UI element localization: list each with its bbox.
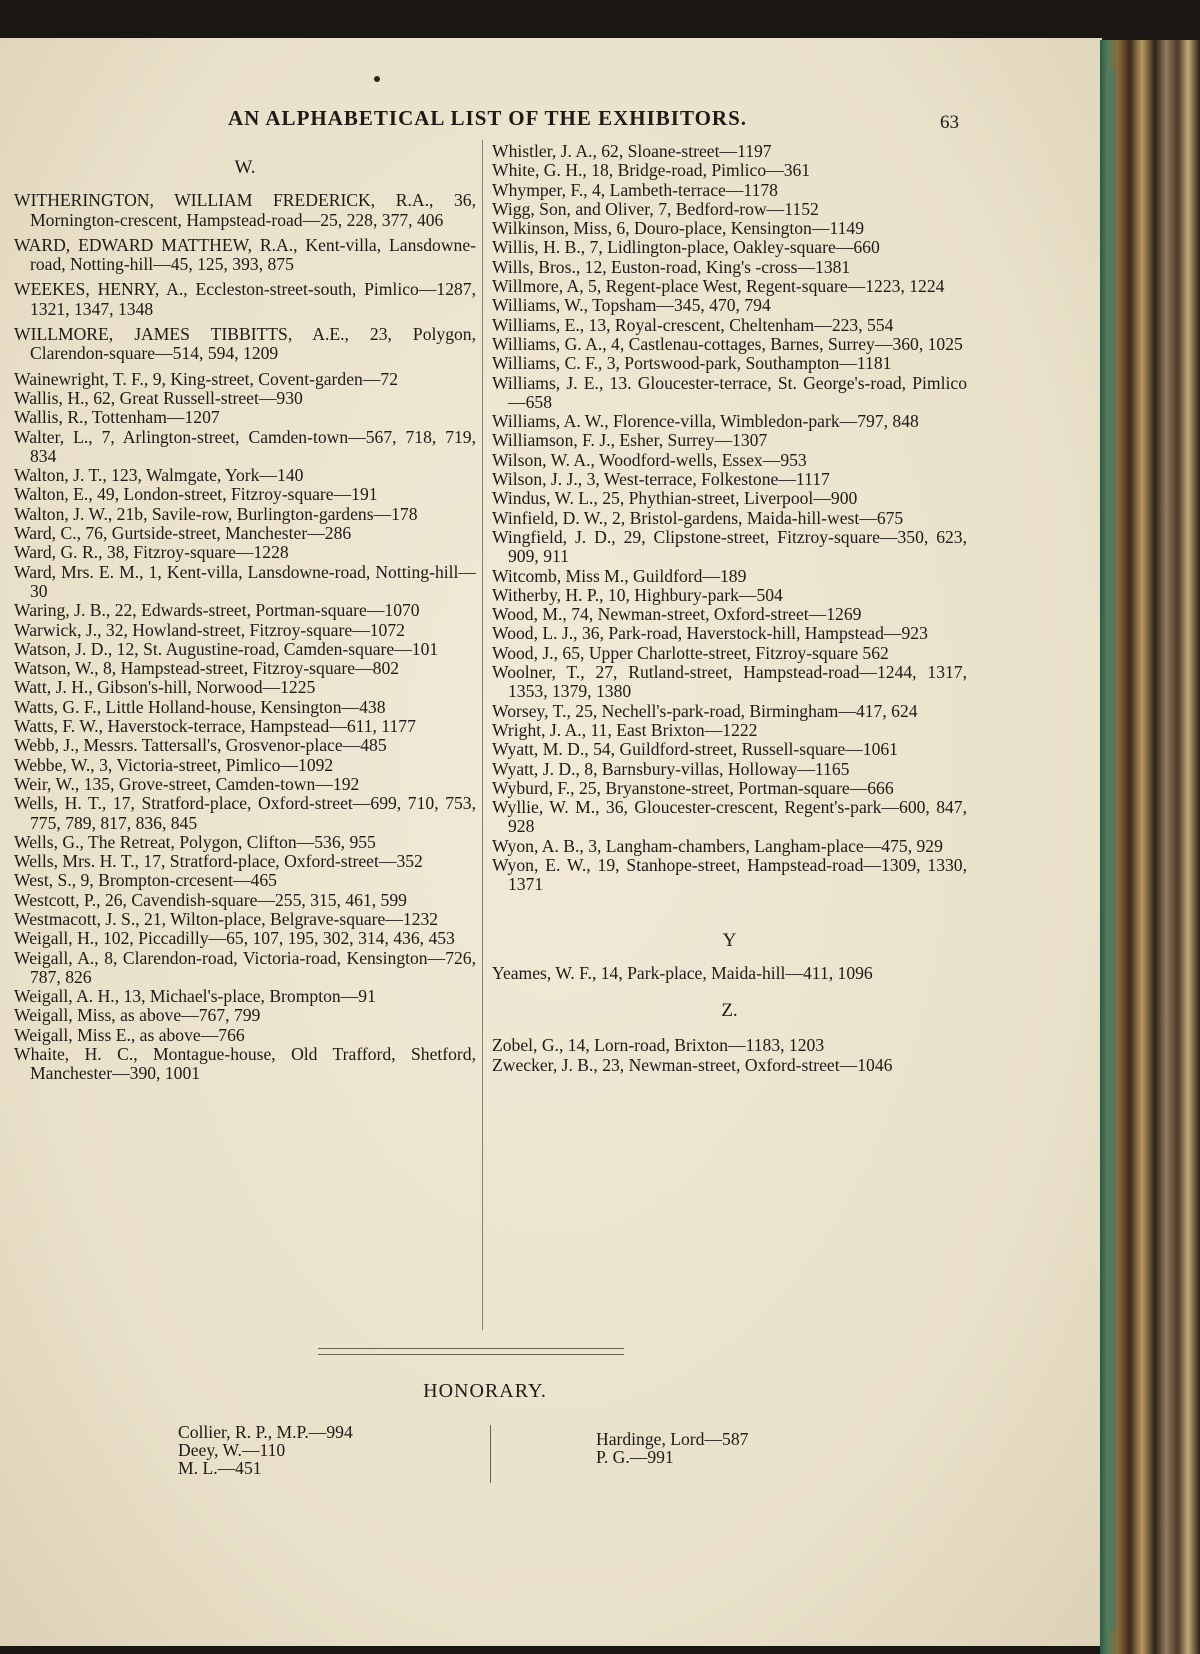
- list-item: Wallis, R., Tottenham—1207: [14, 407, 220, 428]
- list-item: Williams, C. F., 3, Portswood-park, Southampton—1181: [492, 353, 892, 374]
- list-item: Hardinge, Lord—587: [596, 1429, 749, 1449]
- list-item: Willis, H. B., 7, Lidlington-place, Oakley-square—660: [492, 237, 880, 258]
- honorary-divider: [490, 1425, 491, 1483]
- list-item: WARD, EDWARD MATTHEW, R.A., Kent-villa, Lansdowne-road, Notting-hill—45, 125, 393, 875: [14, 234, 476, 275]
- list-item: Watson, W., 8, Hampstead-street, Fitzroy-square—802: [14, 658, 400, 679]
- list-item: Deey, W.—110: [178, 1440, 286, 1460]
- list-item: Westcott, P., 26, Cavendish-square—255, 315, 461, 599: [14, 889, 407, 910]
- list-item: Westmacott, J. S., 21, Wilton-place, Belgrave-square—1232: [14, 908, 439, 929]
- list-item: Witherby, H. P., 10, Highbury-park—504: [492, 584, 783, 605]
- right-column: [492, 142, 967, 1075]
- list-item: West, S., 9, Brompton-crcesent—465: [14, 870, 277, 891]
- list-item: Watt, J. H., Gibson's-hill, Norwood—1225: [14, 677, 316, 698]
- list-item: Wood, J., 65, Upper Charlotte-street, Fitzroy-square 562: [492, 642, 889, 663]
- list-item: M. L.—451: [178, 1458, 262, 1478]
- list-item: Waring, J. B., 22, Edwards-street, Portman-square—1070: [14, 600, 420, 621]
- list-item: Walton, E., 49, London-street, Fitzroy-square—191: [14, 484, 378, 505]
- list-item: Wingfield, J. D., 29, Clipstone-street, Fitzroy-square—350, 623, 909, 911: [492, 526, 967, 567]
- list-item: Wyon, E. W., 19, Stanhope-street, Hampstead-road—1309, 1330, 1371: [492, 854, 967, 895]
- list-item: Walton, J. W., 21b, Savile-row, Burlington-gardens—178: [14, 503, 418, 524]
- list-item: Windus, W. L., 25, Phythian-street, Liverpool—900: [492, 488, 858, 509]
- list-item: Wills, Bros., 12, Euston-road, King's -cross—1381: [492, 256, 851, 277]
- list-item: Wyllie, W. M., 36, Gloucester-crescent, Regent's-park—600, 847, 928: [492, 797, 967, 837]
- list-item: Wyatt, J. D., 8, Barnsbury-villas, Holloway—1165: [492, 758, 850, 779]
- list-item: Wells, H. T., 17, Stratford-place, Oxford-street—699, 710, 753, 775, 789, 817, 836, 845: [14, 793, 476, 833]
- list-item: Yeames, W. F., 14, Park-place, Maida-hill—411, 1096: [492, 962, 873, 983]
- list-item: Williams, A. W., Florence-villa, Wimbledon-park—797, 848: [492, 411, 919, 432]
- column-divider: [482, 140, 483, 1330]
- list-item: Zwecker, J. B., 23, Newman-street, Oxford-street—1046: [492, 1054, 893, 1075]
- list-item: Wells, Mrs. H. T., 17, Stratford-place, Oxford-street—352: [14, 851, 423, 872]
- page-number: 63: [940, 112, 959, 133]
- honorary-left-column: [178, 1423, 478, 1477]
- list-item: Willmore, A, 5, Regent-place West, Regent-square—1223, 1224: [492, 276, 945, 297]
- list-item: Weigall, Miss E., as above—766: [14, 1024, 245, 1045]
- section-letter-z: Z.: [721, 1000, 738, 1022]
- list-item: Wyatt, M. D., 54, Guildford-street, Russell-square—1061: [492, 739, 898, 760]
- list-item: Williamson, F. J., Esher, Surrey—1307: [492, 430, 768, 451]
- list-item: Ward, G. R., 38, Fitzroy-square—1228: [14, 542, 289, 563]
- list-item: Watson, J. D., 12, St. Augustine-road, Camden-square—101: [14, 638, 439, 659]
- list-item: Watts, F. W., Haverstock-terrace, Hampstead—611, 1177: [14, 716, 416, 737]
- marbled-page-edge: [1100, 40, 1200, 1654]
- section-divider: [318, 1348, 624, 1355]
- list-item: Wilson, J. J., 3, West-terrace, Folkestone—1117: [492, 469, 830, 490]
- list-item: Wright, J. A., 11, East Brixton—1222: [492, 719, 758, 740]
- ink-dot: [374, 76, 380, 82]
- list-item: Zobel, G., 14, Lorn-road, Brixton—1183, 1203: [492, 1035, 825, 1056]
- binding-stripe: [1106, 70, 1116, 1630]
- list-item: Winfield, D. W., 2, Bristol-gardens, Maida-hill-west—675: [492, 507, 904, 528]
- list-item: Watts, G. F., Little Holland-house, Kensington—438: [14, 696, 386, 717]
- list-item: Woolner, T., 27, Rutland-street, Hampstead-road—1244, 1317, 1353, 1379, 1380: [492, 662, 967, 702]
- list-item: Williams, W., Topsham—345, 470, 794: [492, 295, 771, 316]
- section-letter-y: Y: [722, 929, 737, 951]
- list-item: Webb, J., Messrs. Tattersall's, Grosvenor-place—485: [14, 735, 387, 756]
- list-item: Wainewright, T. F., 9, King-street, Covent-garden—72: [14, 368, 398, 389]
- section-letter-w: W.: [234, 157, 256, 178]
- list-item: P. G.—991: [596, 1447, 674, 1467]
- list-item: Whaite, H. C., Montague-house, Old Trafford, Shetford, Manchester—390, 1001: [14, 1044, 476, 1084]
- list-item: WILLMORE, JAMES TIBBITTS, A.E., 23, Polygon, Clarendon-square—514, 594, 1209: [14, 324, 476, 364]
- list-item: Ward, C., 76, Gurtside-street, Manchester—286: [14, 523, 352, 544]
- list-item: Wilkinson, Miss, 6, Douro-place, Kensington—1149: [492, 218, 864, 239]
- list-item: Webbe, W., 3, Victoria-street, Pimlico—1092: [14, 754, 334, 775]
- list-item: Walter, L., 7, Arlington-street, Camden-town—567, 718, 719, 834: [14, 426, 476, 466]
- list-item: Witcomb, Miss M., Guildford—189: [492, 565, 747, 586]
- list-item: Walton, J. T., 123, Walmgate, York—140: [14, 465, 304, 486]
- list-item: Wyon, A. B., 3, Langham-chambers, Langham-place—475, 929: [492, 835, 943, 856]
- list-item: Collier, R. P., M.P.—994: [178, 1422, 353, 1442]
- list-item: Wood, L. J., 36, Park-road, Haverstock-hill, Hampstead—923: [492, 623, 928, 644]
- list-item: Weigall, H., 102, Piccadilly—65, 107, 195, 302, 314, 436, 453: [14, 928, 455, 949]
- list-item: Weigall, Miss, as above—767, 799: [14, 1005, 261, 1026]
- list-item: Whistler, J. A., 62, Sloane-street—1197: [492, 141, 772, 161]
- list-item: Wells, G., The Retreat, Polygon, Clifton—536, 955: [14, 831, 376, 852]
- list-item: Williams, J. E., 13. Gloucester-terrace, St. George's-road, Pimlico—658: [492, 372, 967, 412]
- honorary-right-column: [596, 1430, 896, 1466]
- list-item: White, G. H., 18, Bridge-road, Pimlico—361: [492, 160, 811, 181]
- list-item: Warwick, J., 32, Howland-street, Fitzroy-square—1072: [14, 619, 405, 640]
- list-item: WITHERINGTON, WILLIAM FREDERICK, R.A., 36, Mornington-crescent, Hampstead-road—25, 228, 377, 406: [14, 190, 476, 230]
- list-item: Williams, E., 13, Royal-crescent, Cheltenham—223, 554: [492, 314, 894, 335]
- page-title: AN ALPHABETICAL LIST OF THE EXHIBITORS.: [227, 106, 748, 130]
- list-item: Whymper, F., 4, Lambeth-terrace—1178: [492, 179, 778, 200]
- list-item: Wood, M., 74, Newman-street, Oxford-street—1269: [492, 604, 862, 625]
- list-item: Wilson, W. A., Woodford-wells, Essex—953: [492, 449, 807, 470]
- list-item: Wallis, H., 62, Great Russell-street—930: [14, 387, 303, 408]
- list-item: Weigall, A. H., 13, Michael's-place, Brompton—91: [14, 986, 376, 1007]
- list-item: Wyburd, F., 25, Bryanstone-street, Portman-square—666: [492, 777, 894, 798]
- list-item: Worsey, T., 25, Nechell's-park-road, Birmingham—417, 624: [492, 700, 918, 721]
- left-column: [14, 158, 476, 1084]
- list-item: Weigall, A., 8, Clarendon-road, Victoria-road, Kensington—726, 787, 826: [14, 947, 476, 987]
- list-item: Williams, G. A., 4, Castlenau-cottages, Barnes, Surrey—360, 1025: [492, 333, 963, 354]
- honorary-heading: HONORARY.: [423, 1380, 547, 1402]
- list-item: Weir, W., 135, Grove-street, Camden-town—192: [14, 773, 360, 794]
- list-item: Ward, Mrs. E. M., 1, Kent-villa, Lansdowne-road, Notting-hill—30: [14, 561, 476, 601]
- list-item: WEEKES, HENRY, A., Eccleston-street-south, Pimlico—1287, 1321, 1347, 1348: [14, 279, 476, 319]
- list-item: Wigg, Son, and Oliver, 7, Bedford-row—1152: [492, 198, 819, 219]
